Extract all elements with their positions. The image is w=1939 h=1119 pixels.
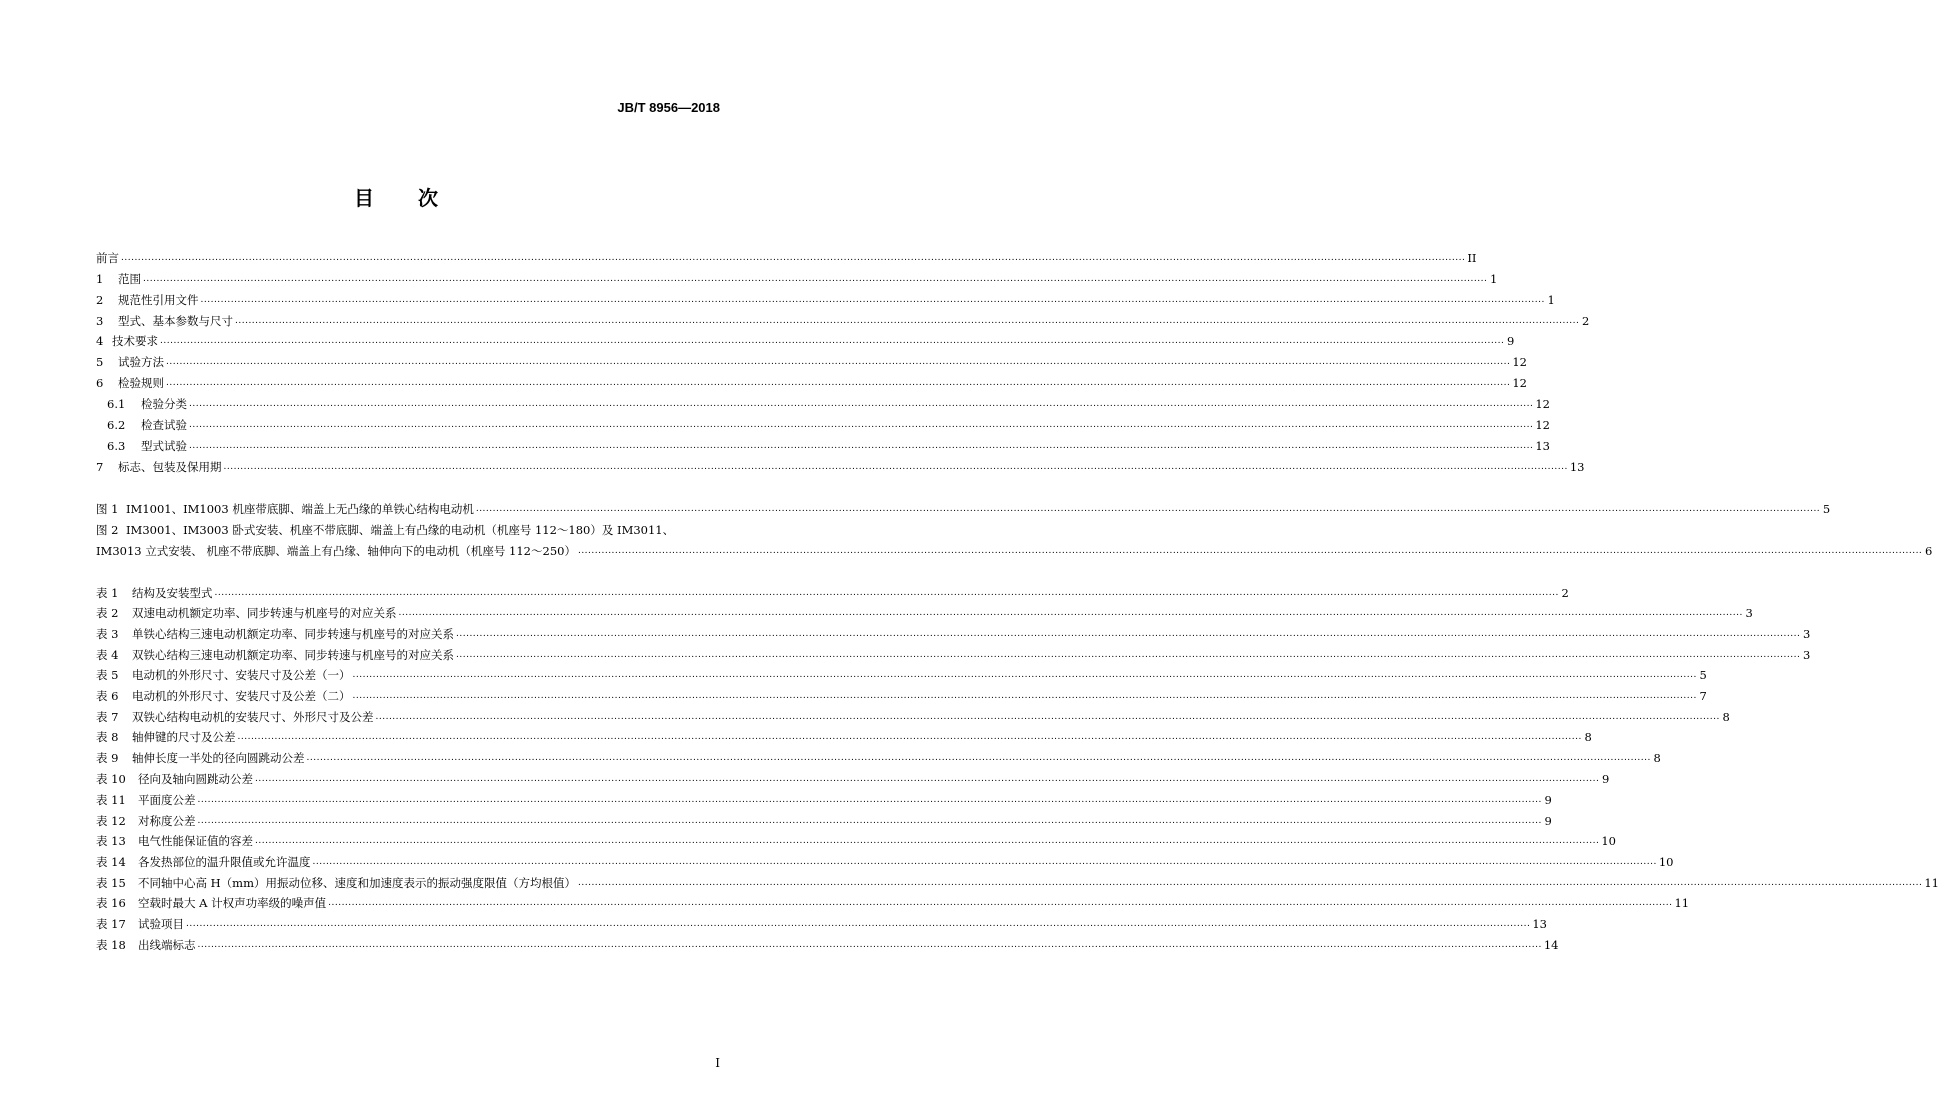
toc-number: 6: [96, 376, 104, 390]
toc-number: 6.2: [107, 418, 126, 432]
toc-number: 表 5: [96, 668, 119, 682]
toc-entry-table-1[interactable]: [96, 584, 1569, 602]
toc-page: 10: [1658, 855, 1674, 869]
toc-entry-section-6[interactable]: [96, 374, 1527, 392]
leader-dots: ................................................................................................................................................................................................................................................................................................................................................................................................................: [214, 588, 1559, 598]
toc-page: 2: [1582, 314, 1590, 328]
toc-entry-section-6-3[interactable]: [96, 437, 1550, 455]
toc-page: 1: [1490, 272, 1498, 286]
toc-entry-table-12[interactable]: [96, 812, 1552, 830]
toc-entry-table-11[interactable]: [96, 791, 1552, 809]
toc-entry-section-7[interactable]: [96, 458, 1585, 476]
toc-entry-table-6[interactable]: [96, 687, 1707, 705]
toc-label: 检验分类: [141, 397, 187, 411]
toc-entry-table-2[interactable]: [96, 604, 1753, 622]
leader-dots: ................................................................................................................................................................................................................................................................................................................................................................................................................: [352, 670, 1697, 680]
toc-entry-section-3[interactable]: [96, 312, 1590, 330]
leader-dots: ................................................................................................................................................................................................................................................................................................................................................................................................................: [160, 336, 1505, 346]
toc-number: 图 1: [96, 502, 119, 516]
toc-page: 6: [1924, 544, 1933, 558]
toc-page: 9: [1507, 334, 1515, 348]
toc-entry-table-18[interactable]: [96, 936, 1559, 954]
toc-number: 表 9: [96, 751, 119, 765]
toc-number: 表 16: [96, 896, 126, 910]
toc-page: 5: [1822, 502, 1831, 516]
toc-page: 13: [1569, 460, 1585, 474]
toc-number: 6.1: [107, 397, 126, 411]
toc-label: 范围: [118, 272, 141, 286]
toc-entry-figure-2-line-2[interactable]: [96, 542, 1933, 560]
toc-entry-table-9[interactable]: [96, 749, 1661, 767]
page-number: I: [715, 1056, 720, 1070]
toc-label: 轴伸长度一半处的径向圆跳动公差: [132, 751, 305, 765]
leader-dots: ................................................................................................................................................................................................................................................................................................................................................................................................................: [186, 919, 1531, 929]
leader-dots: ................................................................................................................................................................................................................................................................................................................................................................................................................: [197, 940, 1542, 950]
toc-label: IM3013 立式安装、 机座不带底脚、端盖上有凸缘、轴伸向下的电动机（机座号 112～250）: [96, 544, 576, 558]
toc-label: 出线端标志: [138, 938, 196, 952]
toc-page: 2: [1561, 586, 1569, 600]
toc-number: 表 7: [96, 710, 119, 724]
toc-page: 13: [1535, 439, 1550, 453]
toc-page: 8: [1584, 730, 1592, 744]
toc-label: 径向及轴向圆跳动公差: [138, 772, 253, 786]
leader-dots: ................................................................................................................................................................................................................................................................................................................................................................................................................: [166, 378, 1511, 388]
toc-page: 3: [1803, 627, 1811, 641]
toc-entry-section-1[interactable]: [96, 270, 1498, 288]
toc-page: 9: [1544, 814, 1552, 828]
leader-dots: ................................................................................................................................................................................................................................................................................................................................................................................................................: [189, 420, 1534, 430]
leader-dots: ................................................................................................................................................................................................................................................................................................................................................................................................................: [223, 462, 1568, 472]
toc-label: 标志、包装及保用期: [118, 460, 222, 474]
toc-label: 型式试验: [141, 439, 187, 453]
toc-page: 8: [1722, 710, 1730, 724]
toc-entry-section-6-2[interactable]: [96, 416, 1550, 434]
toc-number: 7: [96, 460, 104, 474]
toc-entry-section-2[interactable]: [96, 291, 1555, 309]
leader-dots: ................................................................................................................................................................................................................................................................................................................................................................................................................: [166, 357, 1511, 367]
toc-entry-section-4[interactable]: [96, 332, 1515, 350]
toc-number: 表 6: [96, 689, 119, 703]
toc-entry-foreword[interactable]: [96, 249, 1477, 267]
toc-number: 表 4: [96, 648, 119, 662]
toc-number: 表 14: [96, 855, 126, 869]
toc-page: 1: [1547, 293, 1555, 307]
toc-label: 检查试验: [141, 418, 187, 432]
leader-dots: ................................................................................................................................................................................................................................................................................................................................................................................................................: [200, 295, 1545, 305]
leader-dots: ................................................................................................................................................................................................................................................................................................................................................................................................................: [577, 546, 1923, 556]
title-char-2: 次: [418, 186, 438, 210]
toc-label: 前言: [96, 251, 119, 265]
toc-entry-table-14[interactable]: [96, 853, 1674, 871]
leader-dots: ................................................................................................................................................................................................................................................................................................................................................................................................................: [352, 691, 1697, 701]
toc-number: 5: [96, 355, 104, 369]
toc-page: 5: [1699, 668, 1707, 682]
toc-entry-section-5[interactable]: [96, 353, 1527, 371]
leader-dots: ................................................................................................................................................................................................................................................................................................................................................................................................................: [328, 898, 1673, 908]
toc-number: 表 1: [96, 586, 119, 600]
toc-label: 单铁心结构三速电动机额定功率、同步转速与机座号的对应关系: [132, 627, 454, 641]
toc-entry-table-16[interactable]: [96, 894, 1690, 912]
toc-label: 结构及安装型式: [132, 586, 213, 600]
toc-number: 表 8: [96, 730, 119, 744]
toc-label: 规范性引用文件: [118, 293, 199, 307]
toc-page: 12: [1535, 418, 1550, 432]
toc-number: 表 15: [96, 876, 126, 890]
toc-page: 12: [1512, 355, 1527, 369]
leader-dots: ................................................................................................................................................................................................................................................................................................................................................................................................................: [197, 795, 1542, 805]
table-of-contents: [96, 0, 1939, 1119]
leader-dots: ................................................................................................................................................................................................................................................................................................................................................................................................................: [197, 816, 1542, 826]
toc-label: 空载时最大 A 计权声功率级的噪声值: [138, 896, 327, 910]
toc-label: IM1001、IM1003 机座带底脚、端盖上无凸缘的单铁心结构电动机: [126, 502, 474, 516]
toc-page: 10: [1601, 834, 1616, 848]
toc-entry-figure-2-line-1[interactable]: [96, 521, 720, 539]
leader-dots: ................................................................................................................................................................................................................................................................................................................................................................................................................: [456, 629, 1801, 639]
toc-entry-table-10[interactable]: [96, 770, 1610, 788]
toc-label: 技术要求: [112, 334, 158, 348]
leader-dots: ................................................................................................................................................................................................................................................................................................................................................................................................................: [255, 774, 1600, 784]
leader-dots: ................................................................................................................................................................................................................................................................................................................................................................................................................: [235, 316, 1580, 326]
toc-page: 14: [1543, 938, 1559, 952]
toc-page: 7: [1699, 689, 1707, 703]
leader-dots: ................................................................................................................................................................................................................................................................................................................................................................................................................: [578, 878, 1923, 888]
leader-dots: ................................................................................................................................................................................................................................................................................................................................................................................................................: [375, 712, 1720, 722]
toc-label: 不同轴中心高 H（mm）用振动位移、速度和加速度表示的振动强度限值（方均根值）: [138, 876, 576, 890]
toc-label: IM3001、IM3003 卧式安装、机座不带底脚、端盖上有凸缘的电动机（机座号 112～180）及 IM3011、: [126, 523, 675, 537]
toc-page: 8: [1653, 751, 1661, 765]
toc-label: 电动机的外形尺寸、安装尺寸及公差（一）: [132, 668, 351, 682]
leader-dots: ................................................................................................................................................................................................................................................................................................................................................................................................................: [237, 732, 1582, 742]
leader-dots: ................................................................................................................................................................................................................................................................................................................................................................................................................: [306, 753, 1651, 763]
leader-dots: ................................................................................................................................................................................................................................................................................................................................................................................................................: [312, 857, 1657, 867]
toc-number: 6.3: [107, 439, 126, 453]
leader-dots: ................................................................................................................................................................................................................................................................................................................................................................................................................: [456, 650, 1801, 660]
toc-entry-figure-1[interactable]: [96, 500, 1831, 518]
leader-dots: ................................................................................................................................................................................................................................................................................................................................................................................................................: [189, 399, 1534, 409]
toc-entry-section-6-1[interactable]: [96, 395, 1550, 413]
toc-label: 轴伸键的尺寸及公差: [132, 730, 236, 744]
toc-label: 双速电动机额定功率、同步转速与机座号的对应关系: [132, 606, 397, 620]
toc-entry-table-8[interactable]: [96, 728, 1592, 746]
leader-dots: ................................................................................................................................................................................................................................................................................................................................................................................................................: [189, 441, 1534, 451]
toc-page: 12: [1535, 397, 1550, 411]
toc-page: 9: [1602, 772, 1610, 786]
toc-page: 12: [1512, 376, 1527, 390]
standard-code: JB/T 8956—2018: [617, 100, 720, 115]
toc-number: 3: [96, 314, 104, 328]
toc-page: 11: [1674, 896, 1690, 910]
toc-label: 型式、基本参数与尺寸: [118, 314, 233, 328]
toc-label: 各发热部位的温升限值或允许温度: [138, 855, 311, 869]
toc-label: 双铁心结构三速电动机额定功率、同步转速与机座号的对应关系: [132, 648, 454, 662]
toc-entry-table-4[interactable]: [96, 646, 1811, 664]
toc-label: 双铁心结构电动机的安装尺寸、外形尺寸及公差: [132, 710, 374, 724]
toc-number: 表 12: [96, 814, 126, 828]
toc-number: 2: [96, 293, 104, 307]
toc-number: 表 2: [96, 606, 119, 620]
toc-label: 对称度公差: [138, 814, 196, 828]
toc-number: 表 18: [96, 938, 126, 952]
toc-label: 平面度公差: [138, 793, 196, 807]
toc-number: 表 10: [96, 772, 126, 786]
leader-dots: ................................................................................................................................................................................................................................................................................................................................................................................................................: [255, 836, 1600, 846]
toc-label: 电动机的外形尺寸、安装尺寸及公差（二）: [132, 689, 351, 703]
leader-dots: ................................................................................................................................................................................................................................................................................................................................................................................................................: [143, 274, 1488, 284]
toc-label: 试验项目: [138, 917, 184, 931]
toc-page: 3: [1745, 606, 1753, 620]
toc-number: 表 3: [96, 627, 119, 641]
toc-page: II: [1467, 251, 1477, 265]
toc-number: 4: [96, 334, 104, 348]
toc-page: 9: [1544, 793, 1552, 807]
toc-number: 表 11: [96, 793, 126, 807]
toc-entry-table-15[interactable]: [96, 874, 1939, 892]
toc-page: 13: [1532, 917, 1547, 931]
toc-page: 3: [1803, 648, 1811, 662]
toc-label: 试验方法: [118, 355, 164, 369]
leader-dots: ................................................................................................................................................................................................................................................................................................................................................................................................................: [475, 504, 1821, 514]
toc-page: 11: [1924, 876, 1939, 890]
toc-entry-table-5[interactable]: [96, 666, 1707, 684]
toc-entry-table-17[interactable]: [96, 915, 1547, 933]
leader-dots: ................................................................................................................................................................................................................................................................................................................................................................................................................: [121, 253, 1466, 263]
toc-label: 检验规则: [118, 376, 164, 390]
toc-label: 电气性能保证值的容差: [138, 834, 253, 848]
toc-number: 图 2: [96, 523, 119, 537]
toc-entry-table-7[interactable]: [96, 708, 1730, 726]
toc-number: 表 17: [96, 917, 126, 931]
toc-number: 1: [96, 272, 104, 286]
toc-number: 表 13: [96, 834, 126, 848]
leader-dots: ................................................................................................................................................................................................................................................................................................................................................................................................................: [398, 608, 1743, 618]
toc-entry-table-13[interactable]: [96, 832, 1616, 850]
toc-entry-table-3[interactable]: [96, 625, 1811, 643]
title-char-1: 目: [354, 186, 374, 210]
